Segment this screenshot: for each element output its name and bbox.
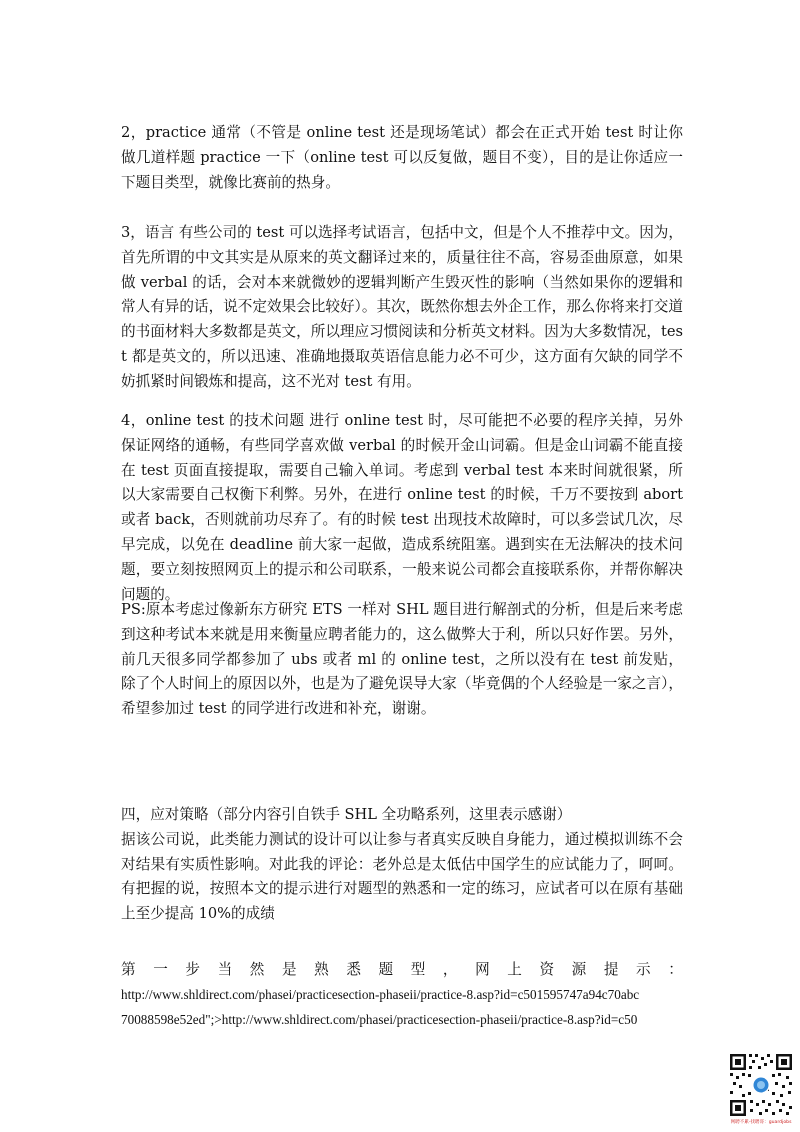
step-char: 当 xyxy=(217,961,233,978)
step-char: ， xyxy=(442,961,458,978)
section-strategy xyxy=(121,803,683,927)
step-char: 一 xyxy=(153,961,168,978)
paragraph-practice: 2，practice 通常（不管是 online test 还是现场笔试）都会在正式开始 test 时让你做几道样题 practice 一下（online test 可以反复做，题目不变），目的是让你适应一下题目类型，就像比赛前的热身。 xyxy=(121,124,683,191)
step-char: 是 xyxy=(281,961,297,978)
paragraph-language: 3，语言 有些公司的 test 可以选择考试语言，包括中文，但是个人不推荐中文。因为，首先所谓的中文其实是从原来的英文翻译过来的，质量往往不高，容易歪曲原意，如果做 verbal 的话，会对本来就微妙的逻辑判断产生毁灭性的影响（当然如果你的逻辑和常人有异的话，说不定效果会比较好）。其次，既然你想去外企工作，那么你将来打交道的书面材料大多数都是英文，所以理应习惯阅读和分析英文材料。因为大多数情况，test 都是英文的，所以迅速、准确地摄取英语信息能力必不可少，这方面有欠缺的同学不妨抓紧时间锻炼和提高，这不光对 test 有用。 xyxy=(121,224,683,390)
section-heading: 四，应对策略（部分内容引自铁手 SHL 全功略系列，这里表示感谢） xyxy=(121,806,572,823)
step-char: 步 xyxy=(185,961,200,978)
practice-url-line-1[interactable]: http://www.shldirect.com/phasei/practicesection-phaseii/practice-8.asp?id=c501595747a94c70abc xyxy=(121,986,640,1002)
paragraph-ps-note: PS:原本考虑过像新东方研究 ETS 一样对 SHL 题目进行解剖式的分析，但是后来考虑到这种考试本来就是用来衡量应聘者能力的，这么做弊大于利，所以只好作罢。另外，前几天很多同学都参加了 ubs 或者 ml 的 online test，之所以没有在 test 前发贴，除了个人时间上的原因以外，也是为了避免误导大家（毕竟偶的个人经验是一家之言），希望参加过 test 的同学进行改进和补充，谢谢。 xyxy=(121,601,683,718)
step-char: 提 xyxy=(603,961,619,978)
step-one-block xyxy=(121,958,683,1032)
paragraph-technical-issues: 4，online test 的技术问题 进行 online test 时，尽可能把不必要的程序关掉，另外保证网络的通畅，有些同学喜欢做 verbal 的时候开金山词霸。但是金山词霸不能直接在 test 页面直接提取，需要自己输入单词。考虑到 verbal test 本来时间就很紧，所以大家需要自己权衡下利弊。另外，在进行 online test 的时候，千万不要按到 abort 或者 back，否则就前功尽弃了。有的时候 test 出现技术故障时，可以多尝试几次，尽早完成，以免在 deadline 前大家一起做，造成系统阻塞。遇到实在无法解决的技术问题，要立刻按照网页上的提示和公司联系，一般来说公司都会直接联系你，并帮你解决问题的。 xyxy=(121,412,683,603)
qr-caption: 网聘不累·找聘哥：guardjobs xyxy=(730,1120,792,1125)
step-char: 悉 xyxy=(346,961,361,978)
step-one-label xyxy=(121,958,683,983)
step-char: 网 xyxy=(475,961,490,978)
qr-code-block xyxy=(728,1052,794,1128)
step-char: 题 xyxy=(378,961,394,978)
step-char: 源 xyxy=(571,961,587,978)
step-char: 上 xyxy=(507,961,522,978)
step-char: 型 xyxy=(410,961,426,978)
section-body: 据该公司说，此类能力测试的设计可以让参与者真实反映自身能力，通过模拟训练不会对结果有实质性影响。对此我的评论：老外总是太低估中国学生的应试能力了，呵呵。有把握的说，按照本文的提示进行对题型的熟悉和一定的练习，应试者可以在原有基础上至少提高 10%的成绩 xyxy=(121,830,683,923)
step-char: 然 xyxy=(249,961,265,978)
step-char: 示 xyxy=(636,961,651,978)
qr-code-icon xyxy=(728,1052,794,1118)
step-char: 熟 xyxy=(314,961,329,978)
step-char: 第 xyxy=(121,961,136,978)
step-char: 资 xyxy=(539,961,555,978)
practice-url-line-2[interactable]: 70088598e52ed";>http://www.shldirect.com/phasei/practicesection-phaseii/practice-8.asp?id=c50 xyxy=(121,1011,638,1027)
step-char: ： xyxy=(668,961,683,978)
